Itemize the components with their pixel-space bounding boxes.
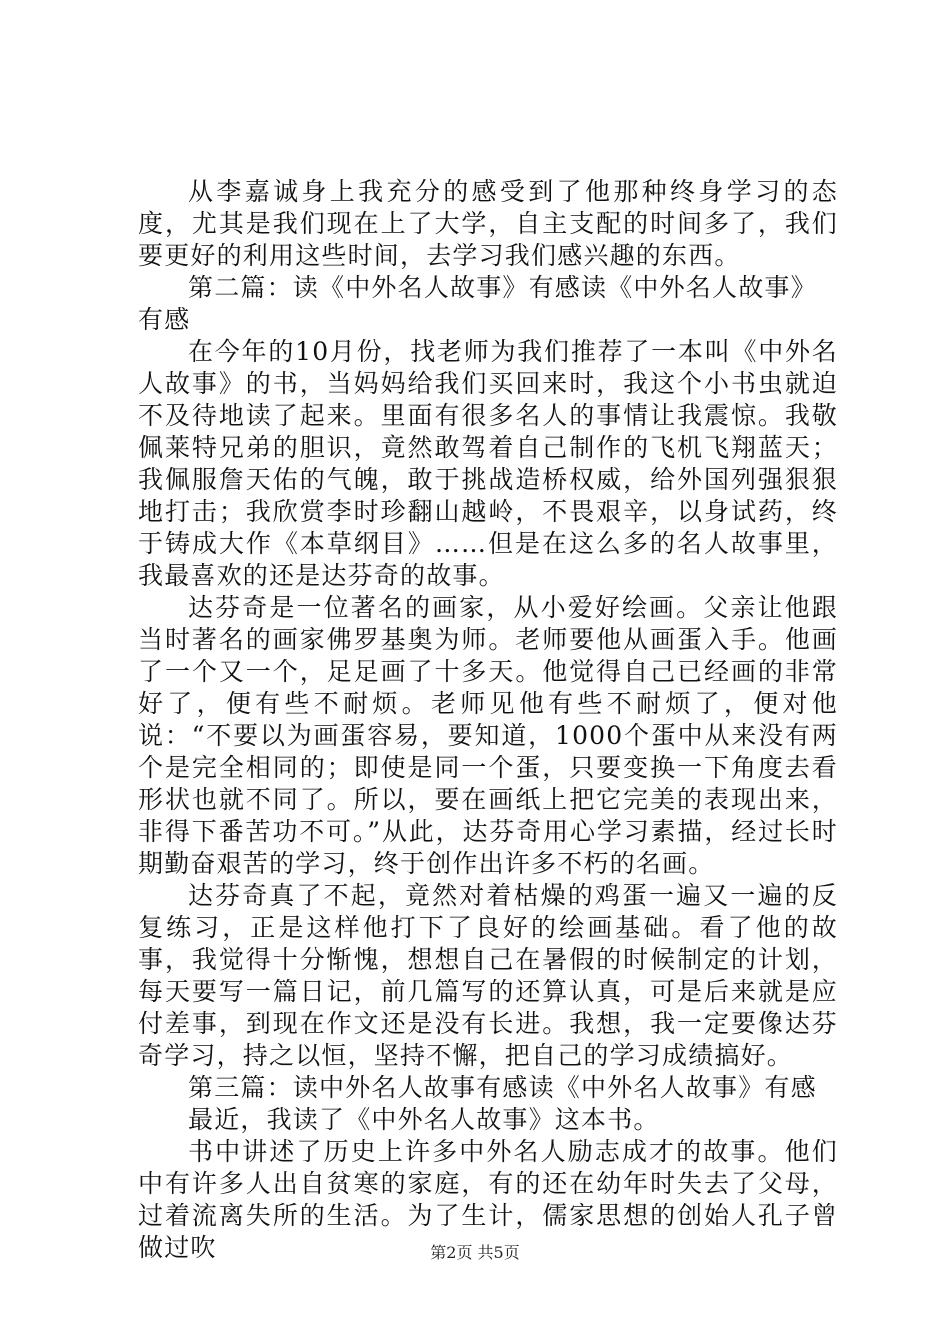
section-heading-3: 第三篇：读中外名人故事有感读《中外名人故事》有感 xyxy=(188,1073,817,1102)
paragraph-recent-reading: 最近，我读了《中外名人故事》这本书。 xyxy=(188,1105,660,1134)
paragraph-davinci-story: 达芬奇是一位著名的画家，从小爱好绘画。父亲让他跟当时著名的画家佛罗基奥为师。老师要他从画蛋入手。他画了一个又一个，足足画了十多天。他觉得自己已经画的非常好了，便有些不耐烦。老师见他有些不耐烦了，便对他说：“不要以为画蛋容易，要知道，1000个蛋中从来没有两个是完全相同的；即使是同一个蛋，只要变换一下角度去看形状也就不同了。所以，要在画纸上把它完美的表现出来，非得下番苦功不可。”从此，达芬奇用心学习素描，经过长时期勤奋艰苦的学习，终于创作出许多不朽的名画。 xyxy=(138,593,838,878)
paragraph-book-content: 书中讲述了历史上许多中外名人励志成才的故事。他们中有许多人出自贫寒的家庭，有的还在幼年时失去了父母，过着流离失所的生活。为了生计，儒家思想的创始人孔子曾做过吹 xyxy=(138,1137,838,1262)
section-heading-2: 第二篇：读《中外名人故事》有感读《中外名人故事》有感 xyxy=(138,273,817,334)
paragraph-li-jiacheng: 从李嘉诚身上我充分的感受到了他那种终身学习的态度，尤其是我们现在上了大学，自主支配的时间多了，我们要更好的利用这些时间，去学习我们感兴趣的东西。 xyxy=(138,177,838,270)
document-body xyxy=(138,176,838,1264)
paragraph-reflection: 达芬奇真了不起，竟然对着枯燥的鸡蛋一遍又一遍的反复练习，正是这样他打下了良好的绘画基础。看了他的故事，我觉得十分惭愧，想想自己在暑假的时候制定的计划，每天要写一篇日记，前几篇写的还算认真，可是后来就是应付差事，到现在作文还是没有长进。我想，我一定要像达芬奇学习，持之以恒，坚持不懈，把自己的学习成绩搞好。 xyxy=(138,881,838,1070)
paragraph-book-intro: 在今年的10月份，找老师为我们推荐了一本叫《中外名人故事》的书，当妈妈给我们买回来时，我这个小书虫就迫不及待地读了起来。里面有很多名人的事情让我震惊。我敬佩莱特兄弟的胆识，竟然敢驾着自己制作的飞机飞翔蓝天；我佩服詹天佑的气魄，敢于挑战造桥权威，给外国列强狠狠地打击；我欣赏李时珍翻山越岭，不畏艰辛，以身试药，终于铸成大作《本草纲目》……但是在这么多的名人故事里，我最喜欢的还是达芬奇的故事。 xyxy=(138,337,838,590)
page-number-footer: 第2页 共5页 xyxy=(430,1243,520,1262)
